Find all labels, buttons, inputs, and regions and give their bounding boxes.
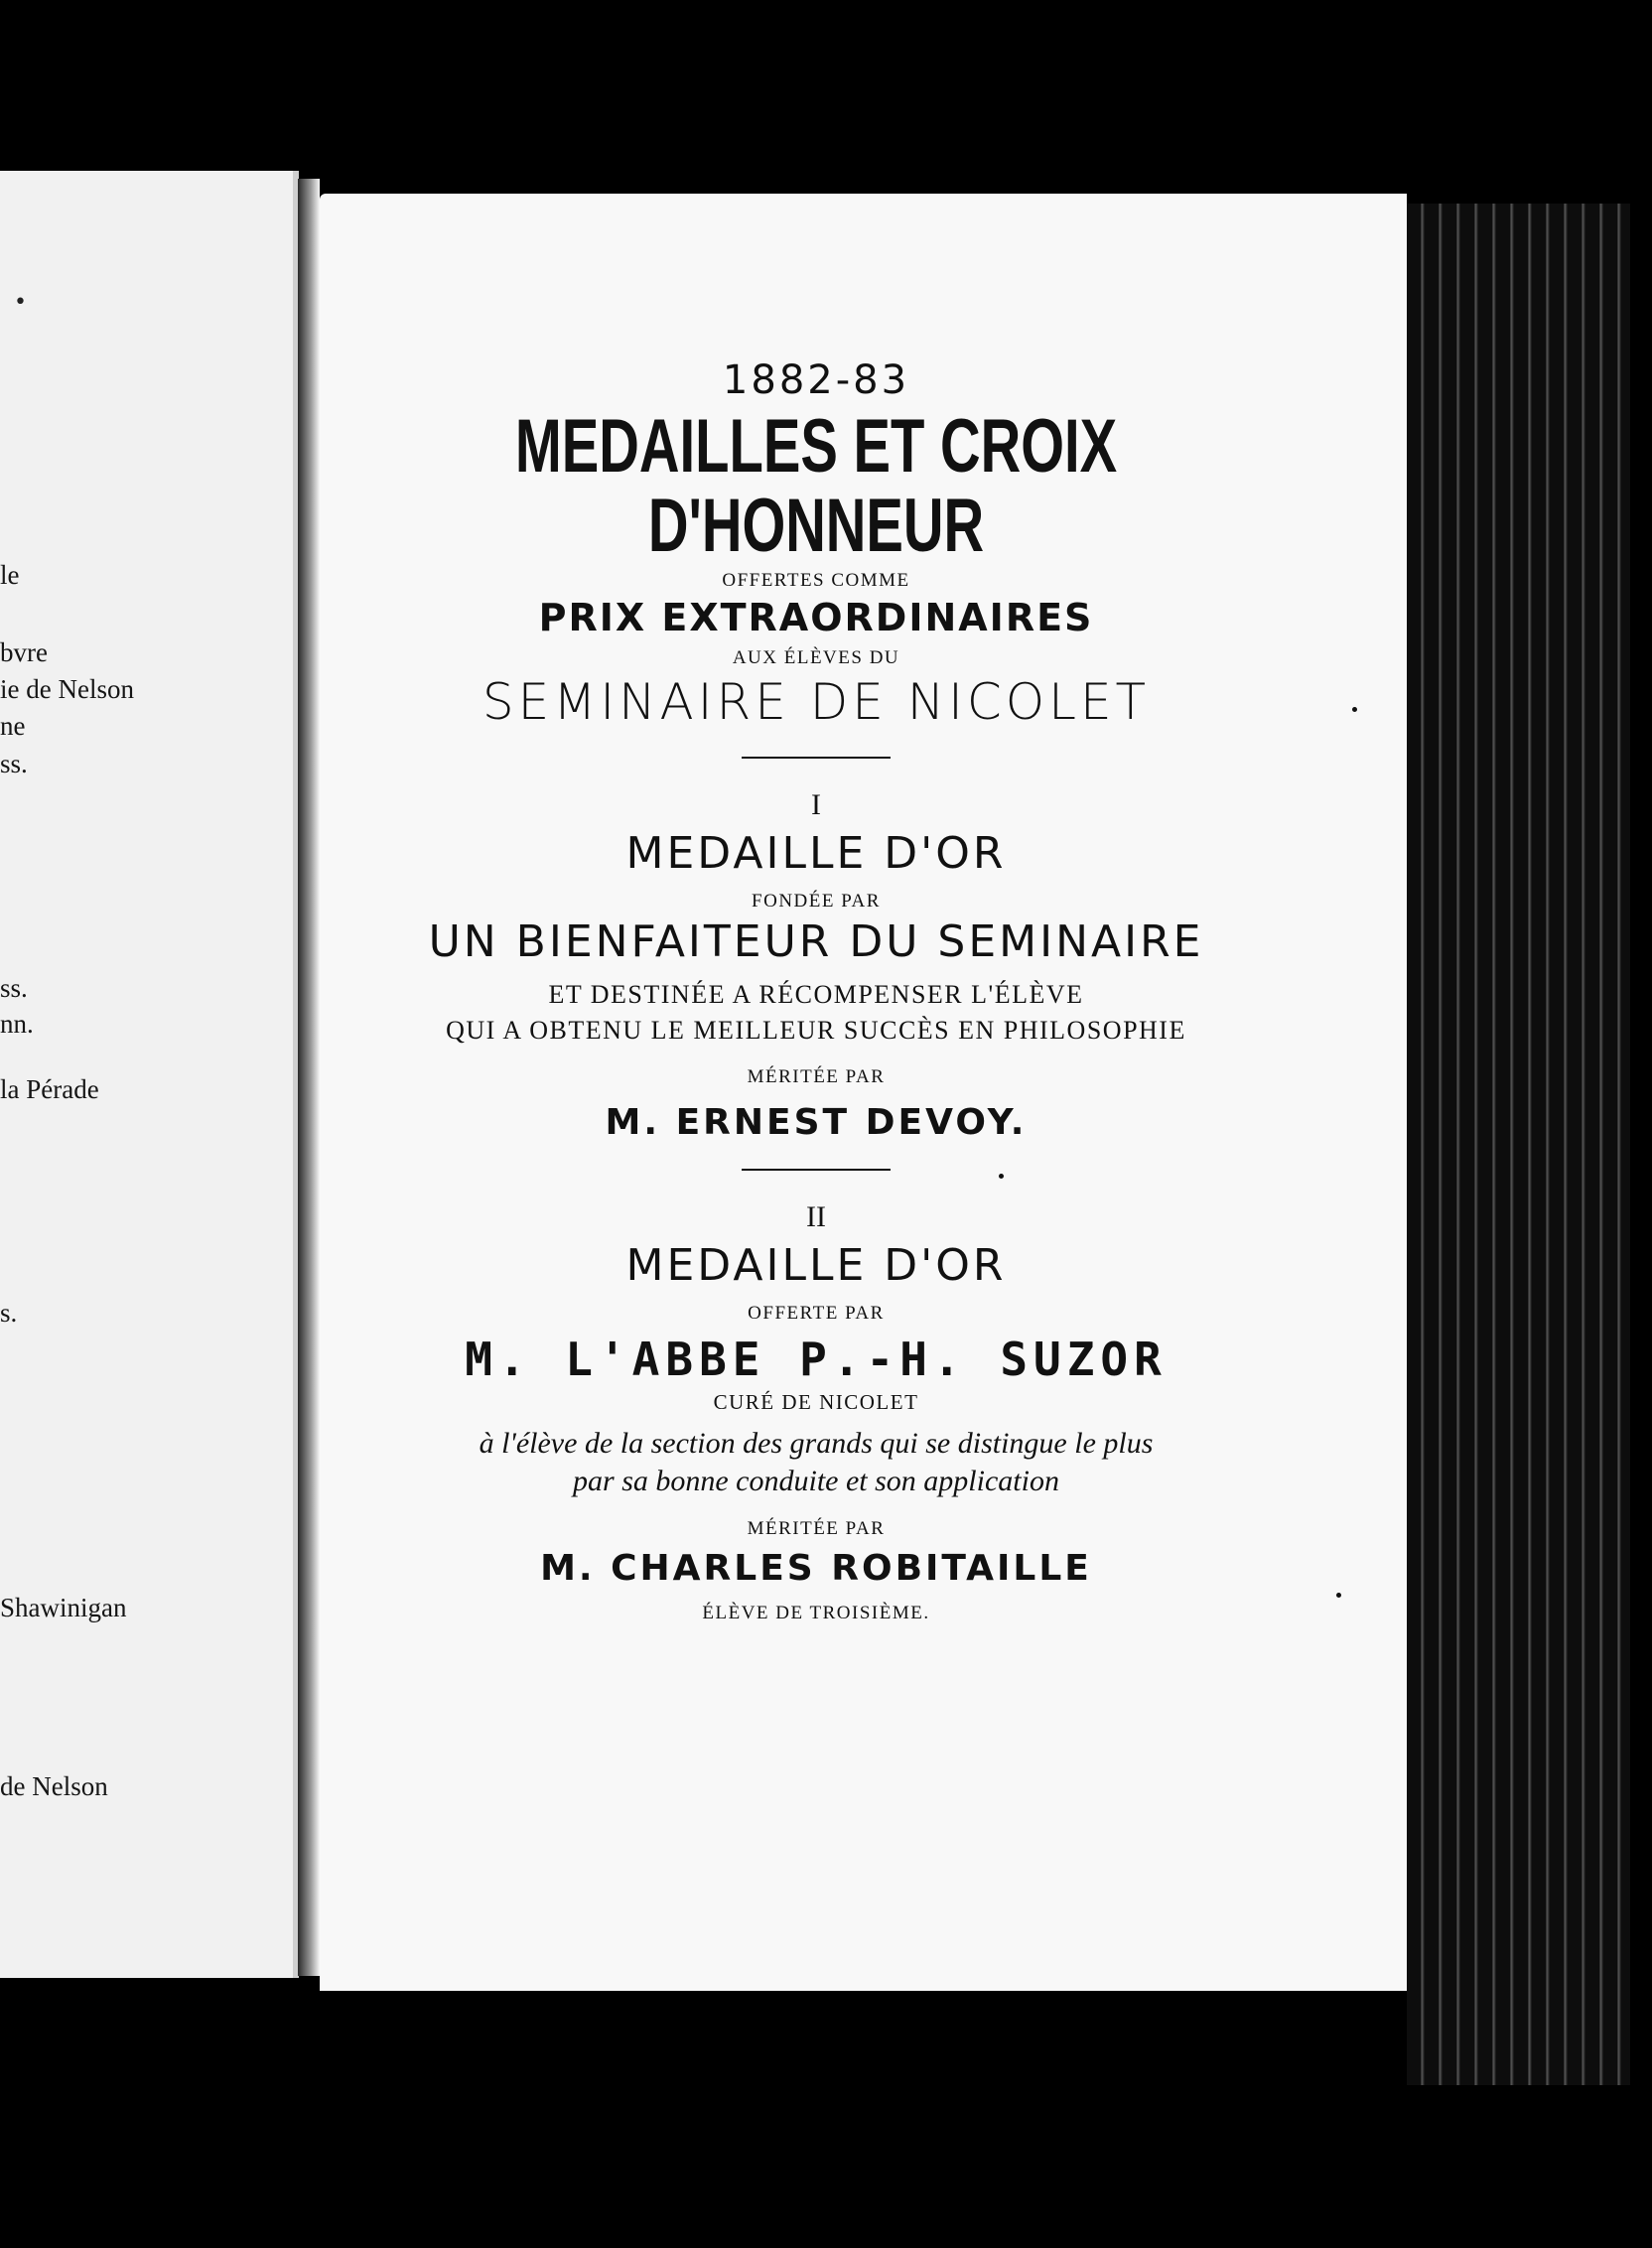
print-speck-icon: [1336, 1593, 1341, 1598]
left-line: nn.: [0, 1009, 34, 1039]
print-speck-icon: [1352, 707, 1357, 712]
medal-purpose: par sa bonne conduite et son application: [573, 1465, 1059, 1497]
left-line: ss.: [0, 749, 28, 778]
winner-name: M. ERNEST DEVOY.: [605, 1102, 1028, 1143]
medal-title: MEDAILLE D'OR: [625, 1240, 1007, 1291]
medal-purpose: QUI A OBTENU LE MEILLEUR SUCCÈS EN PHILOSOPHIE: [446, 1016, 1186, 1045]
prix-heading: PRIX EXTRAORDINAIRES: [538, 596, 1094, 639]
offertes-comme-label: OFFERTES COMME: [722, 570, 910, 591]
prize-listing: [320, 357, 1312, 1628]
winner-class: ÉLÈVE DE TROISIÈME.: [702, 1603, 930, 1623]
winner-name: M. CHARLES ROBITAILLE: [540, 1548, 1092, 1589]
seminaire-heading: SEMINAIRE DE NICOLET: [482, 673, 1151, 731]
left-line: le: [0, 560, 20, 590]
left-line: bvre: [0, 637, 48, 667]
section-number: II: [806, 1200, 826, 1233]
meritee-par-label: MÉRITÉE PAR: [747, 1066, 886, 1087]
medal-title: MEDAILLE D'OR: [625, 828, 1007, 879]
year-heading: 1882-83: [722, 357, 910, 403]
donor-name: UN BIENFAITEUR DU SEMINAIRE: [428, 916, 1204, 967]
page-title: MEDAILLES ET CROIX D'HONNEUR: [514, 404, 1118, 568]
section-divider: [742, 1169, 891, 1171]
left-line: ne: [0, 711, 26, 741]
meritee-par-label: MÉRITÉE PAR: [747, 1518, 886, 1539]
left-line: ss.: [0, 973, 28, 1003]
aux-eleves-label: AUX ÉLÈVES DU: [732, 647, 900, 668]
book-page-edges: [1407, 204, 1630, 2085]
medal-purpose: à l'élève de la section des grands qui se distingue le plus: [479, 1427, 1154, 1460]
donor-title: CURÉ DE NICOLET: [713, 1390, 919, 1414]
section-number: I: [811, 788, 821, 821]
offerte-par-label: OFFERTE PAR: [748, 1303, 885, 1324]
left-page: [0, 171, 299, 1978]
left-line: Shawinigan: [0, 1593, 127, 1622]
left-line: la Pérade: [0, 1074, 99, 1104]
left-line: s.: [0, 1298, 18, 1328]
section-divider: [742, 757, 891, 759]
left-line: de Nelson: [0, 1771, 108, 1801]
book-gutter: [298, 179, 320, 1976]
donor-name: M. L'ABBE P.-H. SUZOR: [465, 1333, 1168, 1386]
bullet-mark-icon: •: [14, 290, 27, 315]
fondee-par-label: FONDÉE PAR: [752, 891, 881, 912]
left-line: ie de Nelson: [0, 674, 134, 704]
medal-purpose: ET DESTINÉE A RÉCOMPENSER L'ÉLÈVE: [548, 980, 1084, 1009]
